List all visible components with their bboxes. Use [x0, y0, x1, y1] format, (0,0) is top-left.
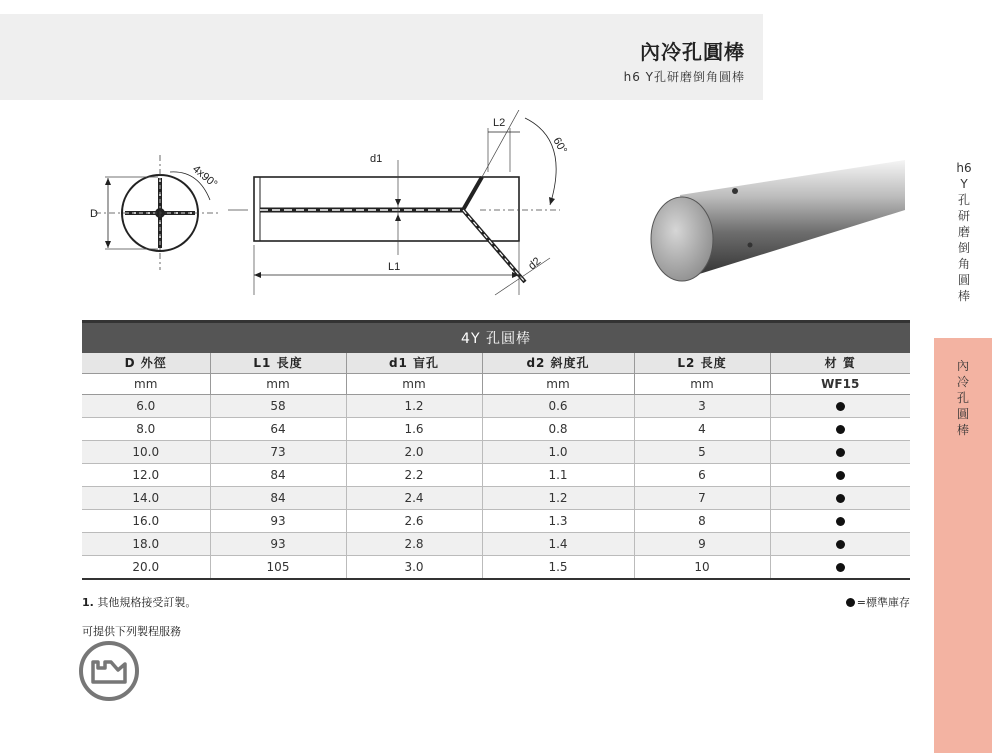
- unit-cell: mm: [82, 374, 210, 395]
- table-cell: 8: [634, 510, 770, 533]
- filled-dot-icon: [836, 425, 845, 434]
- table-cell: 0.8: [482, 418, 634, 441]
- side-vertical-glyph: 磨: [957, 225, 970, 239]
- filled-dot-icon: [846, 598, 855, 607]
- table-cell: 12.0: [82, 464, 210, 487]
- header-material: 材 質: [770, 353, 910, 374]
- filled-dot-icon: [836, 402, 845, 411]
- filled-dot-icon: [836, 471, 845, 480]
- end-view: [90, 155, 220, 270]
- unit-cell: mm: [346, 374, 482, 395]
- side-tab-glyph: 棒: [956, 423, 969, 437]
- spec-table: [82, 320, 910, 580]
- label-60: 60°: [550, 135, 570, 156]
- stock-legend: [846, 594, 910, 610]
- label-d-outer: D: [90, 208, 98, 220]
- unit-cell-material: WF15: [770, 374, 910, 395]
- label-l2: L2: [493, 117, 506, 129]
- side-tab-glyph: 圓: [956, 407, 969, 421]
- table-row: [82, 395, 910, 418]
- table-cell: 1.6: [346, 418, 482, 441]
- filled-dot-icon: [836, 494, 845, 503]
- header-d1-blind-hole: d1 盲孔: [346, 353, 482, 374]
- table-cell: 14.0: [82, 487, 210, 510]
- side-vertical-glyph: 孔: [957, 193, 970, 207]
- table-unit-row: [82, 374, 910, 395]
- side-view: [228, 110, 569, 295]
- table-row: [82, 556, 910, 579]
- table-cell: 64: [210, 418, 346, 441]
- table-cell: 10.0: [82, 441, 210, 464]
- side-vertical-glyph: 棒: [957, 289, 970, 303]
- table-cell: 6.0: [82, 395, 210, 418]
- footnote: [82, 594, 196, 610]
- table-cell: 1.4: [482, 533, 634, 556]
- filled-dot-icon: [836, 540, 845, 549]
- stock-legend-text: =標準庫存: [856, 596, 910, 609]
- service-text: 可提供下列製程服務: [82, 625, 181, 638]
- table-cell: 1.5: [482, 556, 634, 579]
- table-cell-stock: [770, 418, 910, 441]
- side-vertical-glyph: h6: [956, 161, 972, 175]
- footnote-number: 1.: [82, 596, 94, 609]
- unit-cell: mm: [210, 374, 346, 395]
- header-l1-length: L1 長度: [210, 353, 346, 374]
- product-photo: [640, 155, 910, 295]
- side-tab-glyph: 內: [956, 359, 969, 373]
- page-subtitle: h6 Y孔研磨倒角圓棒: [623, 70, 745, 84]
- table-cell: 1.2: [482, 487, 634, 510]
- table-header-row: [82, 353, 910, 374]
- table-cell-stock: [770, 487, 910, 510]
- table-cell: 93: [210, 510, 346, 533]
- table-cell: 2.0: [346, 441, 482, 464]
- table-cell: 9: [634, 533, 770, 556]
- table-row: [82, 510, 910, 533]
- table-cell: 6: [634, 464, 770, 487]
- table-cell-stock: [770, 510, 910, 533]
- side-tab-glyph: 孔: [956, 391, 969, 405]
- table-cell: 3.0: [346, 556, 482, 579]
- label-angle-4x90: 4x90°: [190, 163, 220, 191]
- table-cell-stock: [770, 556, 910, 579]
- table-cell: 2.2: [346, 464, 482, 487]
- table-caption-row: [82, 322, 910, 353]
- label-l1: L1: [388, 261, 401, 273]
- table-cell: 1.1: [482, 464, 634, 487]
- table-cell: 20.0: [82, 556, 210, 579]
- side-tab-glyph: 冷: [956, 375, 969, 389]
- table-caption: 4Y 孔圓棒: [82, 322, 910, 353]
- table-cell: 58: [210, 395, 346, 418]
- table-cell: 4: [634, 418, 770, 441]
- label-d1: d1: [370, 153, 383, 165]
- table-cell: 93: [210, 533, 346, 556]
- table-cell: 1.2: [346, 395, 482, 418]
- side-tab-label: [934, 358, 992, 438]
- table-row: [82, 533, 910, 556]
- table-cell: 0.6: [482, 395, 634, 418]
- side-vertical-glyph: 圓: [957, 273, 970, 287]
- header-d-outer: D 外徑: [82, 353, 210, 374]
- table-cell: 16.0: [82, 510, 210, 533]
- side-vertical-glyph: 倒: [957, 241, 970, 255]
- table-cell: 5: [634, 441, 770, 464]
- table-cell-stock: [770, 533, 910, 556]
- filled-dot-icon: [836, 517, 845, 526]
- table-row: [82, 441, 910, 464]
- table-cell: 3: [634, 395, 770, 418]
- table-row: [82, 418, 910, 441]
- table-cell: 8.0: [82, 418, 210, 441]
- unit-cell: mm: [634, 374, 770, 395]
- table-cell-stock: [770, 441, 910, 464]
- table-row: [82, 487, 910, 510]
- page-title: 內冷孔圓棒: [640, 40, 745, 64]
- header-d2-angle-hole: d2 斜度孔: [482, 353, 634, 374]
- filled-dot-icon: [836, 563, 845, 572]
- side-vertical-text: [952, 160, 976, 304]
- table-row: [82, 464, 910, 487]
- table-cell-stock: [770, 395, 910, 418]
- unit-cell: mm: [482, 374, 634, 395]
- label-d2: d2: [526, 255, 544, 273]
- table-cell: 84: [210, 464, 346, 487]
- header-l2-length: L2 長度: [634, 353, 770, 374]
- table-cell-stock: [770, 464, 910, 487]
- table-cell: 2.8: [346, 533, 482, 556]
- grinding-process-icon: [78, 640, 140, 702]
- table-cell: 18.0: [82, 533, 210, 556]
- table-cell: 1.0: [482, 441, 634, 464]
- side-vertical-glyph: Y: [960, 177, 968, 191]
- table-cell: 105: [210, 556, 346, 579]
- table-cell: 10: [634, 556, 770, 579]
- side-tab[interactable]: [934, 338, 992, 753]
- footnote-text: 其他規格接受訂製。: [97, 596, 197, 609]
- table-cell: 84: [210, 487, 346, 510]
- table-cell: 1.3: [482, 510, 634, 533]
- filled-dot-icon: [836, 448, 845, 457]
- table-cell: 2.6: [346, 510, 482, 533]
- technical-drawing: [70, 110, 590, 305]
- side-vertical-glyph: 研: [957, 209, 970, 223]
- side-vertical-glyph: 角: [957, 257, 970, 271]
- side-vertical-label: [952, 160, 976, 304]
- table-cell: 2.4: [346, 487, 482, 510]
- table-cell: 73: [210, 441, 346, 464]
- page-header: [0, 14, 763, 100]
- table-cell: 7: [634, 487, 770, 510]
